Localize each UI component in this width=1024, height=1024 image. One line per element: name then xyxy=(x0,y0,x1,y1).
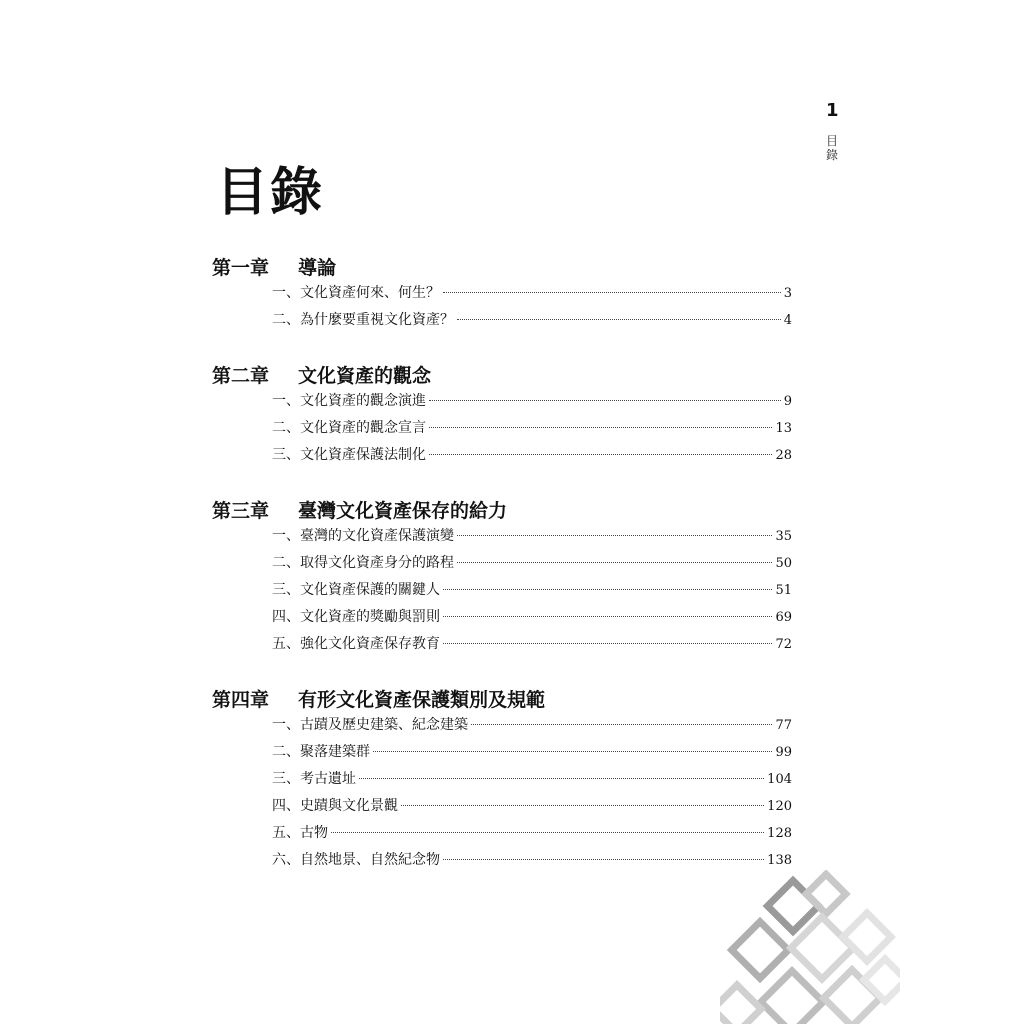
running-header: 目錄 xyxy=(826,134,839,162)
chapter-heading xyxy=(212,684,792,712)
entry-title: 一、古蹟及歷史建築、紀念建築 xyxy=(272,717,468,733)
dot-leader xyxy=(429,427,772,428)
dot-leader xyxy=(457,562,772,563)
entry-page: 4 xyxy=(783,313,792,328)
chapter-number: 第四章 xyxy=(212,688,270,711)
toc-entry[interactable] xyxy=(272,766,792,793)
toc-entry[interactable] xyxy=(272,415,792,442)
table-of-contents xyxy=(212,252,792,874)
entry-title: 一、文化資產何來、何生？ xyxy=(272,285,440,301)
toc-entry[interactable] xyxy=(272,442,792,469)
entry-page: 9 xyxy=(783,394,792,409)
chapter-number: 第一章 xyxy=(212,256,270,279)
entry-title: 二、取得文化資產身分的路程 xyxy=(272,555,454,571)
entry-title: 五、古物 xyxy=(272,825,328,841)
toc-entry[interactable] xyxy=(272,739,792,766)
toc-entry[interactable] xyxy=(272,793,792,820)
chapter-title: 文化資產的觀念 xyxy=(298,364,432,387)
entry-title: 三、文化資產保護法制化 xyxy=(272,447,426,463)
toc-entry[interactable] xyxy=(272,631,792,658)
dot-leader xyxy=(429,400,781,401)
dot-leader xyxy=(457,535,772,536)
dot-leader xyxy=(443,859,764,860)
chapter-number: 第二章 xyxy=(212,364,270,387)
entry-page: 128 xyxy=(767,826,792,841)
entry-title: 一、臺灣的文化資產保護演變 xyxy=(272,528,454,544)
entry-page: 51 xyxy=(775,583,792,598)
entry-page: 138 xyxy=(767,853,792,868)
dot-leader xyxy=(331,832,764,833)
dot-leader xyxy=(373,751,772,752)
toc-entry[interactable] xyxy=(272,577,792,604)
chapter-3 xyxy=(212,495,792,658)
toc-entry[interactable] xyxy=(272,712,792,739)
decorative-diamond-pattern xyxy=(720,870,900,1024)
dot-leader xyxy=(429,454,772,455)
entry-title: 一、文化資產的觀念演進 xyxy=(272,393,426,409)
chapter-heading xyxy=(212,252,792,280)
toc-entry[interactable] xyxy=(272,820,792,847)
toc-entry[interactable] xyxy=(272,550,792,577)
chapter-title: 臺灣文化資產保存的給力 xyxy=(298,499,508,522)
toc-entry[interactable] xyxy=(272,307,792,334)
toc-entry[interactable] xyxy=(272,604,792,631)
entry-page: 77 xyxy=(775,718,792,733)
entry-page: 13 xyxy=(775,421,792,436)
entry-page: 3 xyxy=(783,286,792,301)
toc-entry[interactable] xyxy=(272,523,792,550)
entry-title: 四、史蹟與文化景觀 xyxy=(272,798,398,814)
chapter-1 xyxy=(212,252,792,334)
entry-title: 二、文化資產的觀念宣言 xyxy=(272,420,426,436)
entry-title: 二、為什麼要重視文化資產？ xyxy=(272,312,454,328)
dot-leader xyxy=(359,778,764,779)
entry-page: 120 xyxy=(767,799,792,814)
entry-page: 99 xyxy=(775,745,792,760)
toc-entry[interactable] xyxy=(272,280,792,307)
chapter-title: 有形文化資產保護類別及規範 xyxy=(298,688,546,711)
toc-title: 目錄 xyxy=(216,163,325,223)
dot-leader xyxy=(401,805,764,806)
chapter-heading xyxy=(212,360,792,388)
chapter-2 xyxy=(212,360,792,469)
dot-leader xyxy=(443,616,772,617)
entry-title: 三、文化資產保護的關鍵人 xyxy=(272,582,440,598)
entry-page: 50 xyxy=(775,556,792,571)
entry-title: 二、聚落建築群 xyxy=(272,744,370,760)
dot-leader xyxy=(457,319,781,320)
toc-entry[interactable] xyxy=(272,388,792,415)
entry-page: 72 xyxy=(775,637,792,652)
dot-leader xyxy=(443,589,772,590)
entry-page: 35 xyxy=(775,529,792,544)
chapter-title: 導論 xyxy=(298,256,337,279)
entry-page: 104 xyxy=(767,772,792,787)
dot-leader xyxy=(443,292,781,293)
entry-title: 六、自然地景、自然紀念物 xyxy=(272,852,440,868)
entry-title: 五、強化文化資產保存教育 xyxy=(272,636,440,652)
entry-page: 69 xyxy=(775,610,792,625)
chapter-number: 第三章 xyxy=(212,499,270,522)
entry-title: 三、考古遺址 xyxy=(272,771,356,787)
chapter-4 xyxy=(212,684,792,874)
dot-leader xyxy=(443,643,772,644)
chapter-heading xyxy=(212,495,792,523)
entry-title: 四、文化資產的獎勵與罰則 xyxy=(272,609,440,625)
entry-page: 28 xyxy=(775,448,792,463)
page-number: 1 xyxy=(826,100,839,121)
dot-leader xyxy=(471,724,772,725)
toc-entry[interactable] xyxy=(272,847,792,874)
